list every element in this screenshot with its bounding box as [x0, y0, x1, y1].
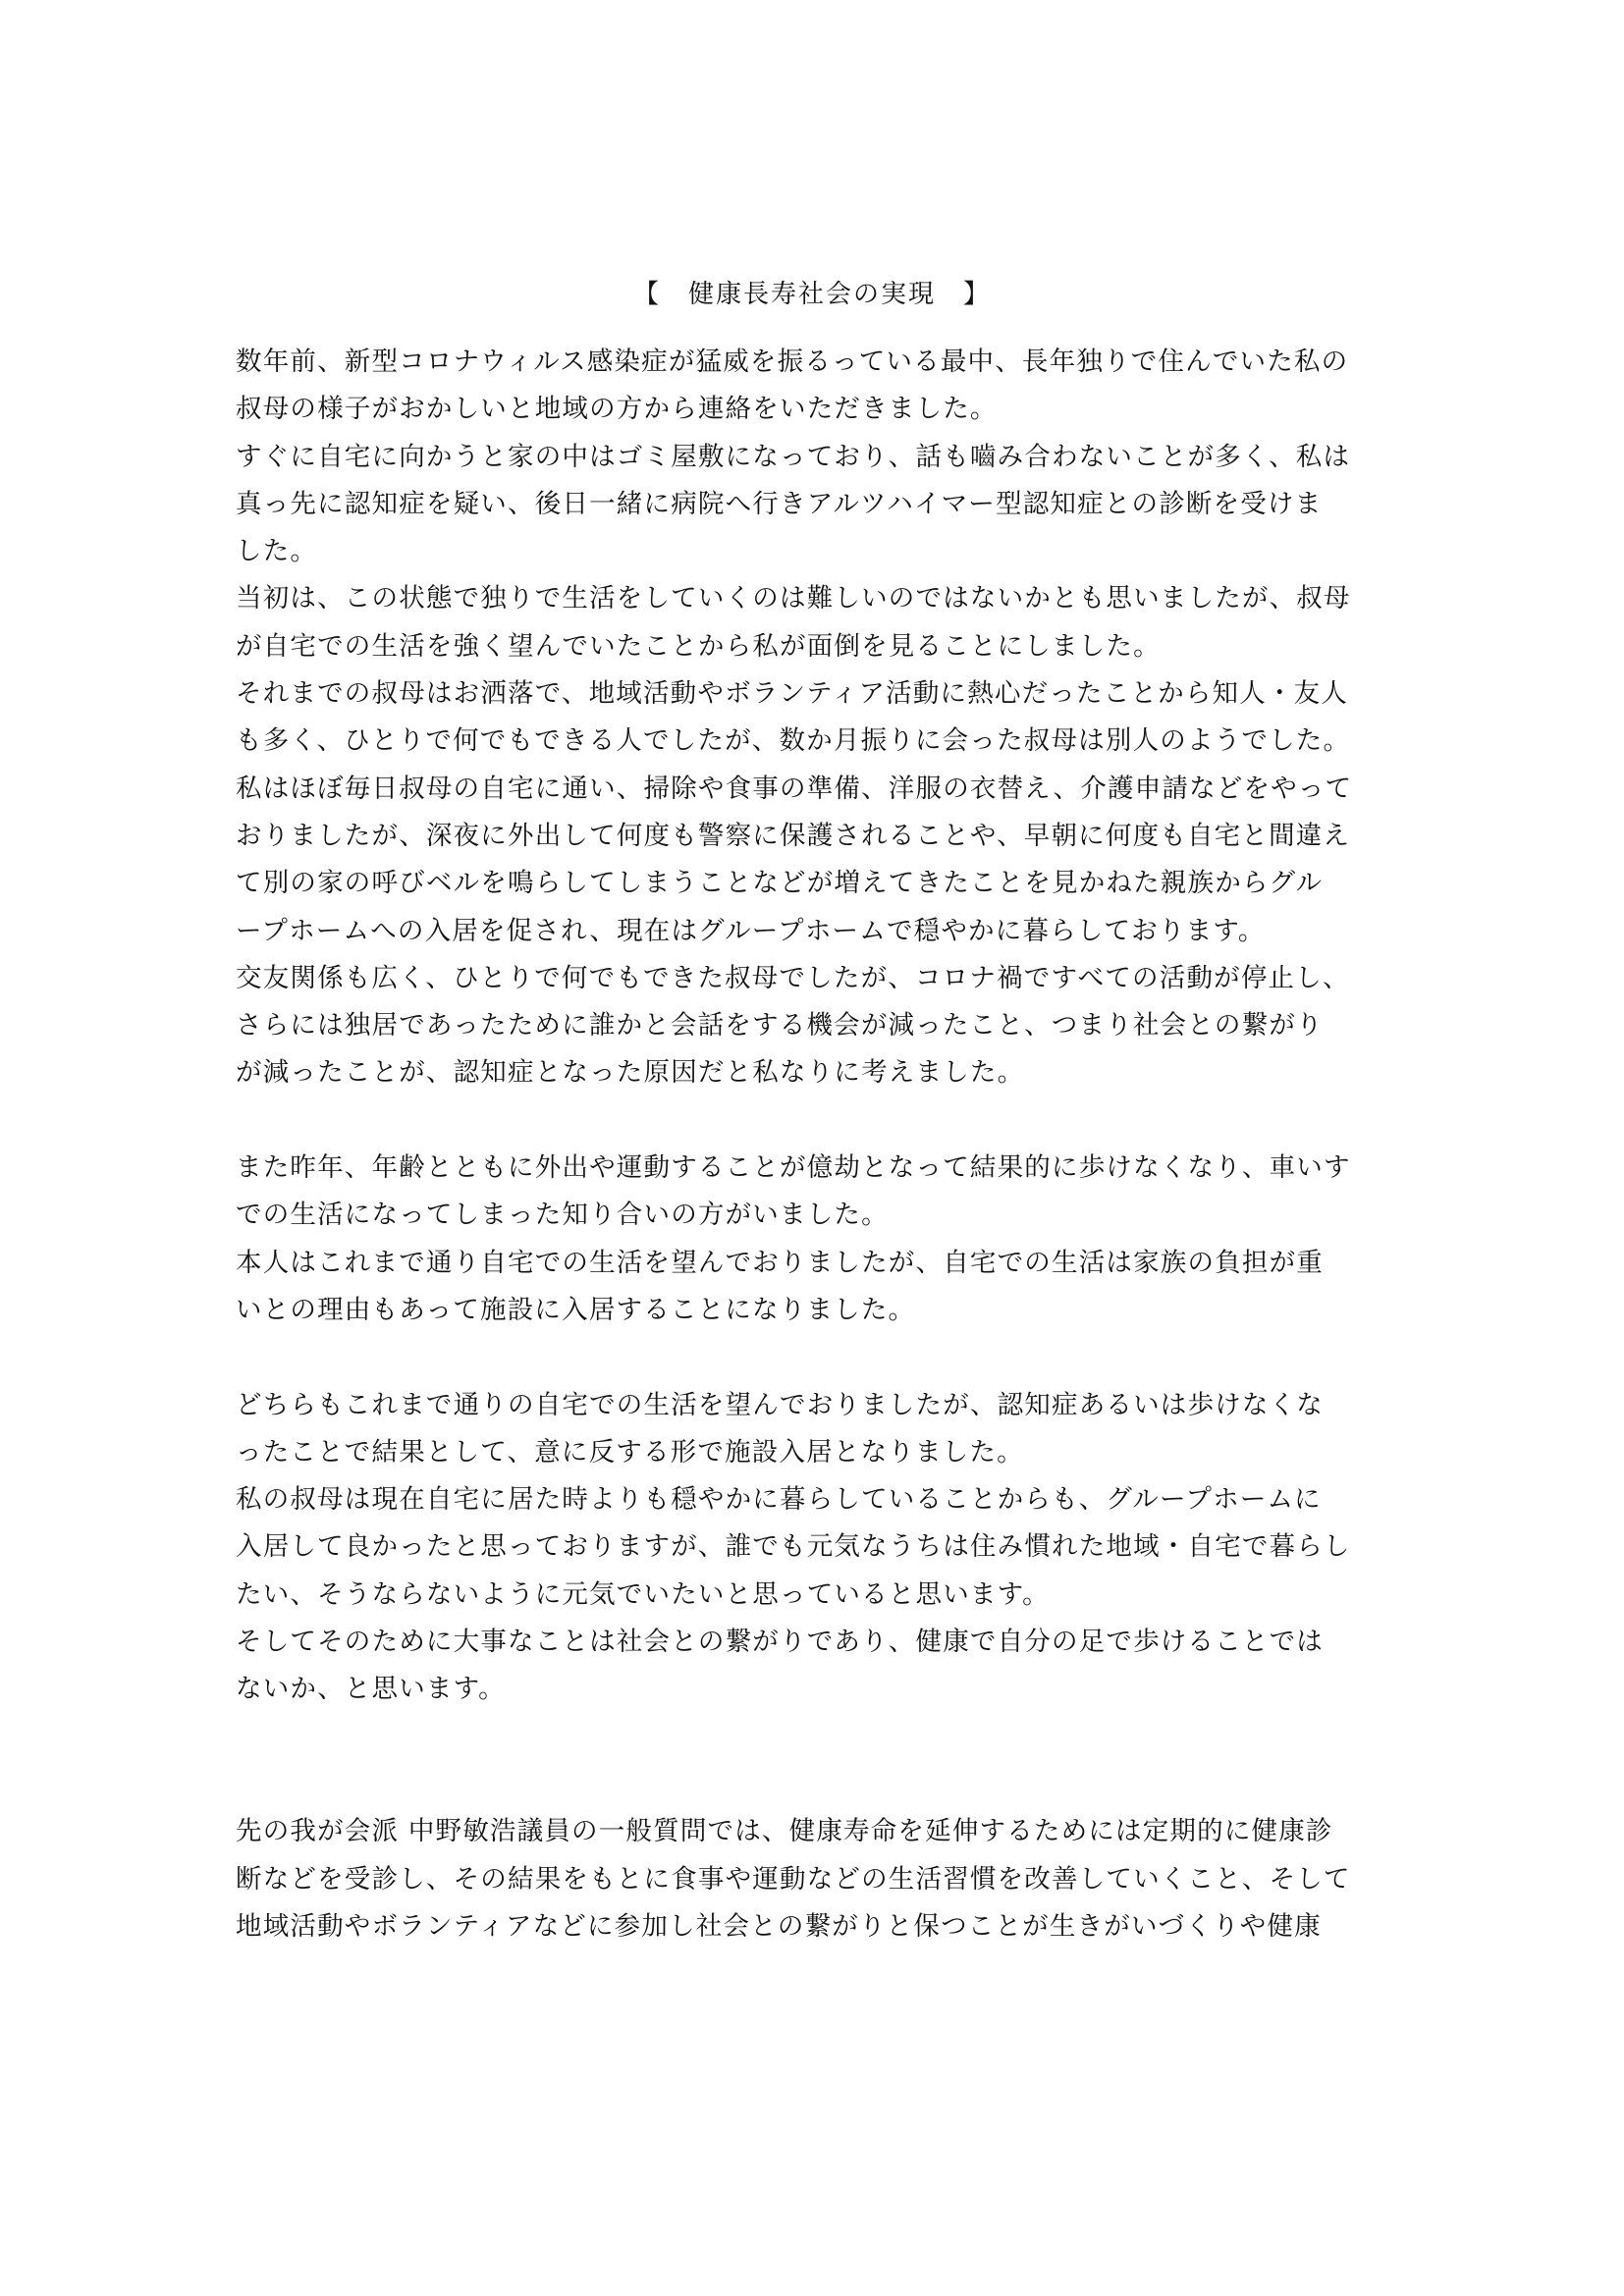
text-line: 当初は、この状態で独りで生活をしていくのは難しいのではないかとも思いましたが、叔母: [236, 583, 1351, 614]
paragraph-social-connection: [236, 1382, 1404, 1714]
document-body: [236, 339, 1404, 1950]
text-line: 断などを受診し、その結果をもとに食事や運動などの生活習慣を改善していくこと、そして: [236, 1863, 1351, 1895]
text-line: それまでの叔母はお洒落で、地域活動やボランティア活動に熱心だったことから知人・友人: [236, 678, 1349, 710]
text-line: 先の我が会派 中野敏浩議員の一般質問では、健康寿命を延伸するためには定期的に健康診: [236, 1816, 1333, 1847]
text-line: 地域活動やボランティアなどに参加し社会との繋がりと保つことが生きがいづくりや健康: [236, 1910, 1322, 1942]
text-line: ープホームへの入居を促され、現在はグループホームで穏やかに暮らしております。: [236, 915, 1266, 946]
text-line: いとの理由もあって施設に入居することになりました。: [236, 1294, 916, 1325]
text-line: て別の家の呼びベルを鳴らしてしまうことなどが増えてきたことを見かねた親族からグル: [236, 868, 1324, 899]
text-line: した。: [236, 536, 318, 567]
text-line: が減ったことが、認知症となった原因だと私なりに考えました。: [236, 1057, 1025, 1089]
text-line: 交友関係も広く、ひとりで何でもできた叔母でしたが、コロナ禍ですべての活動が停止し、: [236, 962, 1350, 993]
text-line: おりましたが、深夜に外出して何度も警察に保護されることや、早朝に何度も自宅と間違え: [236, 820, 1351, 851]
text-line: また昨年、年齢とともに外出や運動することが億劫となって結果的に歩けなくなり、車いす: [236, 1152, 1351, 1184]
text-line: も多く、ひとりで何でもできる人でしたが、数か月振りに会った叔母は別人のようでした。: [236, 725, 1351, 757]
text-line: 真っ先に認知症を疑い、後日一緒に病院へ行きアルツハイマー型認知症との診断を受けま: [236, 488, 1323, 519]
text-line: ないか、と思います。: [236, 1674, 506, 1705]
text-line: ったことで結果として、意に反する形で施設入居となりました。: [236, 1436, 1024, 1468]
text-line: すぐに自宅に向かうと家の中はゴミ屋敷になっており、話も嚙み合わないことが多く、私は: [236, 441, 1351, 472]
text-line: さらには独居であったために誰かと会話をする機会が減ったこと、つまり社会との繋がり: [236, 1010, 1324, 1041]
text-line: どちらもこれまで通りの自宅での生活を望んでおりましたが、認知症あるいは歩けなくな: [236, 1389, 1324, 1420]
text-line: たい、そうならないように元気でいたいと思っていると思います。: [236, 1578, 1050, 1610]
text-line: 入居して良かったと思っておりますが、誰でも元気なうちは住み慣れた地域・自宅で暮らし: [236, 1531, 1351, 1563]
paragraph-aunt-dementia: [236, 339, 1404, 1097]
text-line: 本人はこれまで通り自宅での生活を望んでおりましたが、自宅での生活は家族の負担が重: [236, 1247, 1324, 1278]
paragraph-spacer: [236, 1334, 1404, 1381]
paragraph-general-question: [236, 1808, 1404, 1950]
text-line: そしてそのために大事なことは社会との繋がりであり、健康で自分の足で歩けることでは: [236, 1627, 1324, 1658]
paragraph-spacer: [236, 1714, 1404, 1809]
paragraph-spacer: [236, 1097, 1404, 1145]
text-line: 叔母の様子がおかしいと地域の方から連絡をいただきました。: [236, 394, 998, 425]
text-line: 私の叔母は現在自宅に居た時よりも穏やかに暮らしていることからも、グループホームに: [236, 1484, 1322, 1516]
text-line: での生活になってしまった知り合いの方がいました。: [236, 1200, 889, 1231]
text-line: 私はほぼ毎日叔母の自宅に通い、掃除や食事の準備、洋服の衣替え、介護申請などをやって: [236, 773, 1353, 804]
paragraph-acquaintance-wheelchair: [236, 1145, 1404, 1334]
text-line: が自宅での生活を強く望んでいたことから私が面倒を見ることにしました。: [236, 630, 1161, 662]
document-title: 【 健康長寿社会の実現 】: [632, 280, 991, 309]
text-line: 数年前、新型コロナウィルス感染症が猛威を振るっている最中、長年独りで住んでいた私の: [236, 347, 1349, 377]
